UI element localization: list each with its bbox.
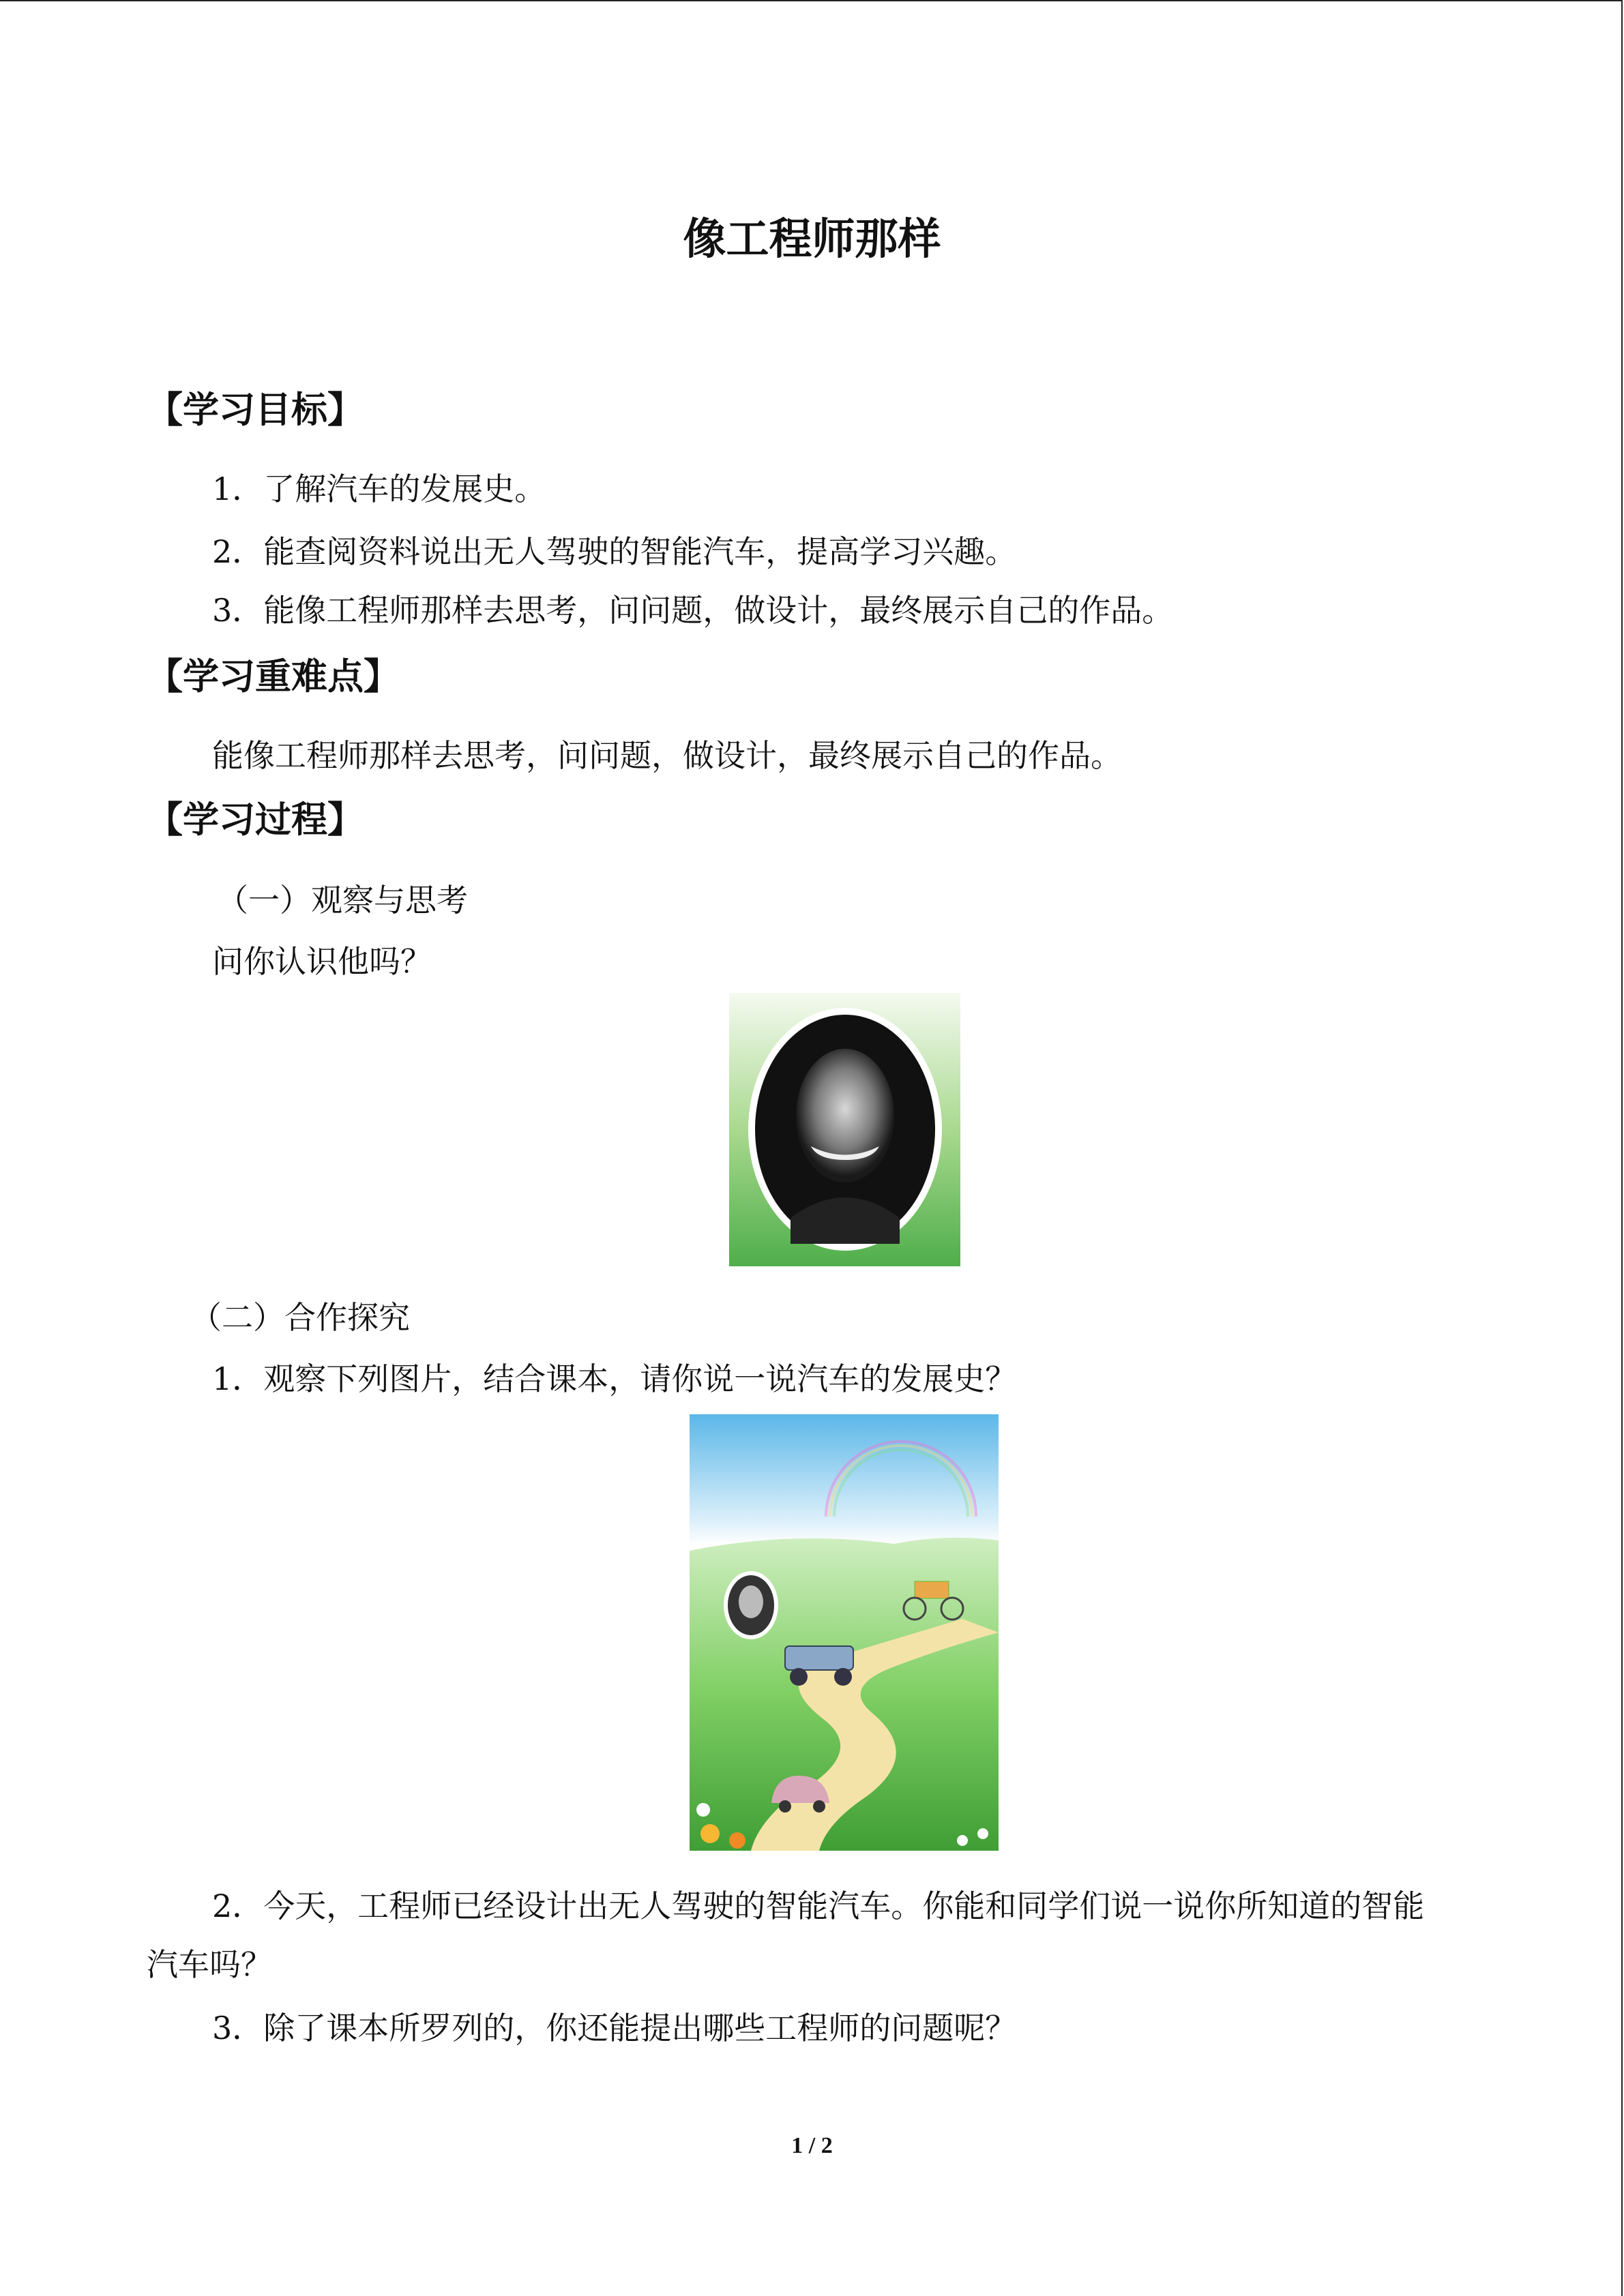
process-heading: 【学习过程】 — [147, 799, 364, 841]
car-history-image — [690, 1414, 999, 1851]
part1-heading: （一）观察与思考 — [217, 882, 468, 919]
part2-question-2: 2．今天，工程师已经设计出无人驾驶的智能汽车。你能和同学们说一说你所知道的智能 — [212, 1888, 1425, 1924]
page-title: 像工程师那样 — [683, 213, 941, 264]
objective-item: 3．能像工程师那样去思考，问问题，做设计，最终展示自己的作品。 — [212, 592, 1174, 629]
portrait-image — [729, 993, 960, 1266]
objectives-heading: 【学习目标】 — [147, 389, 364, 431]
part2-question-1: 1．观察下列图片，结合课本，请你说一说汽车的发展史？ — [212, 1360, 1017, 1397]
part1-question: 问你认识他吗？ — [212, 943, 432, 980]
part2-heading: （二）合作探究 — [190, 1299, 410, 1336]
page-number: 1 / 2 — [791, 2133, 833, 2158]
objective-item: 1．了解汽车的发展史。 — [212, 471, 546, 507]
part2-question-2-cont: 汽车吗？ — [147, 1946, 272, 1983]
part2-question-3: 3．除了课本所罗列的，你还能提出哪些工程师的问题呢？ — [212, 2010, 1017, 2046]
objective-item: 2．能查阅资料说出无人驾驶的智能汽车，提高学习兴趣。 — [212, 533, 1017, 570]
key-points-heading: 【学习重难点】 — [147, 655, 400, 698]
key-points-text: 能像工程师那样去思考，问问题，做设计，最终展示自己的作品。 — [212, 737, 1122, 774]
